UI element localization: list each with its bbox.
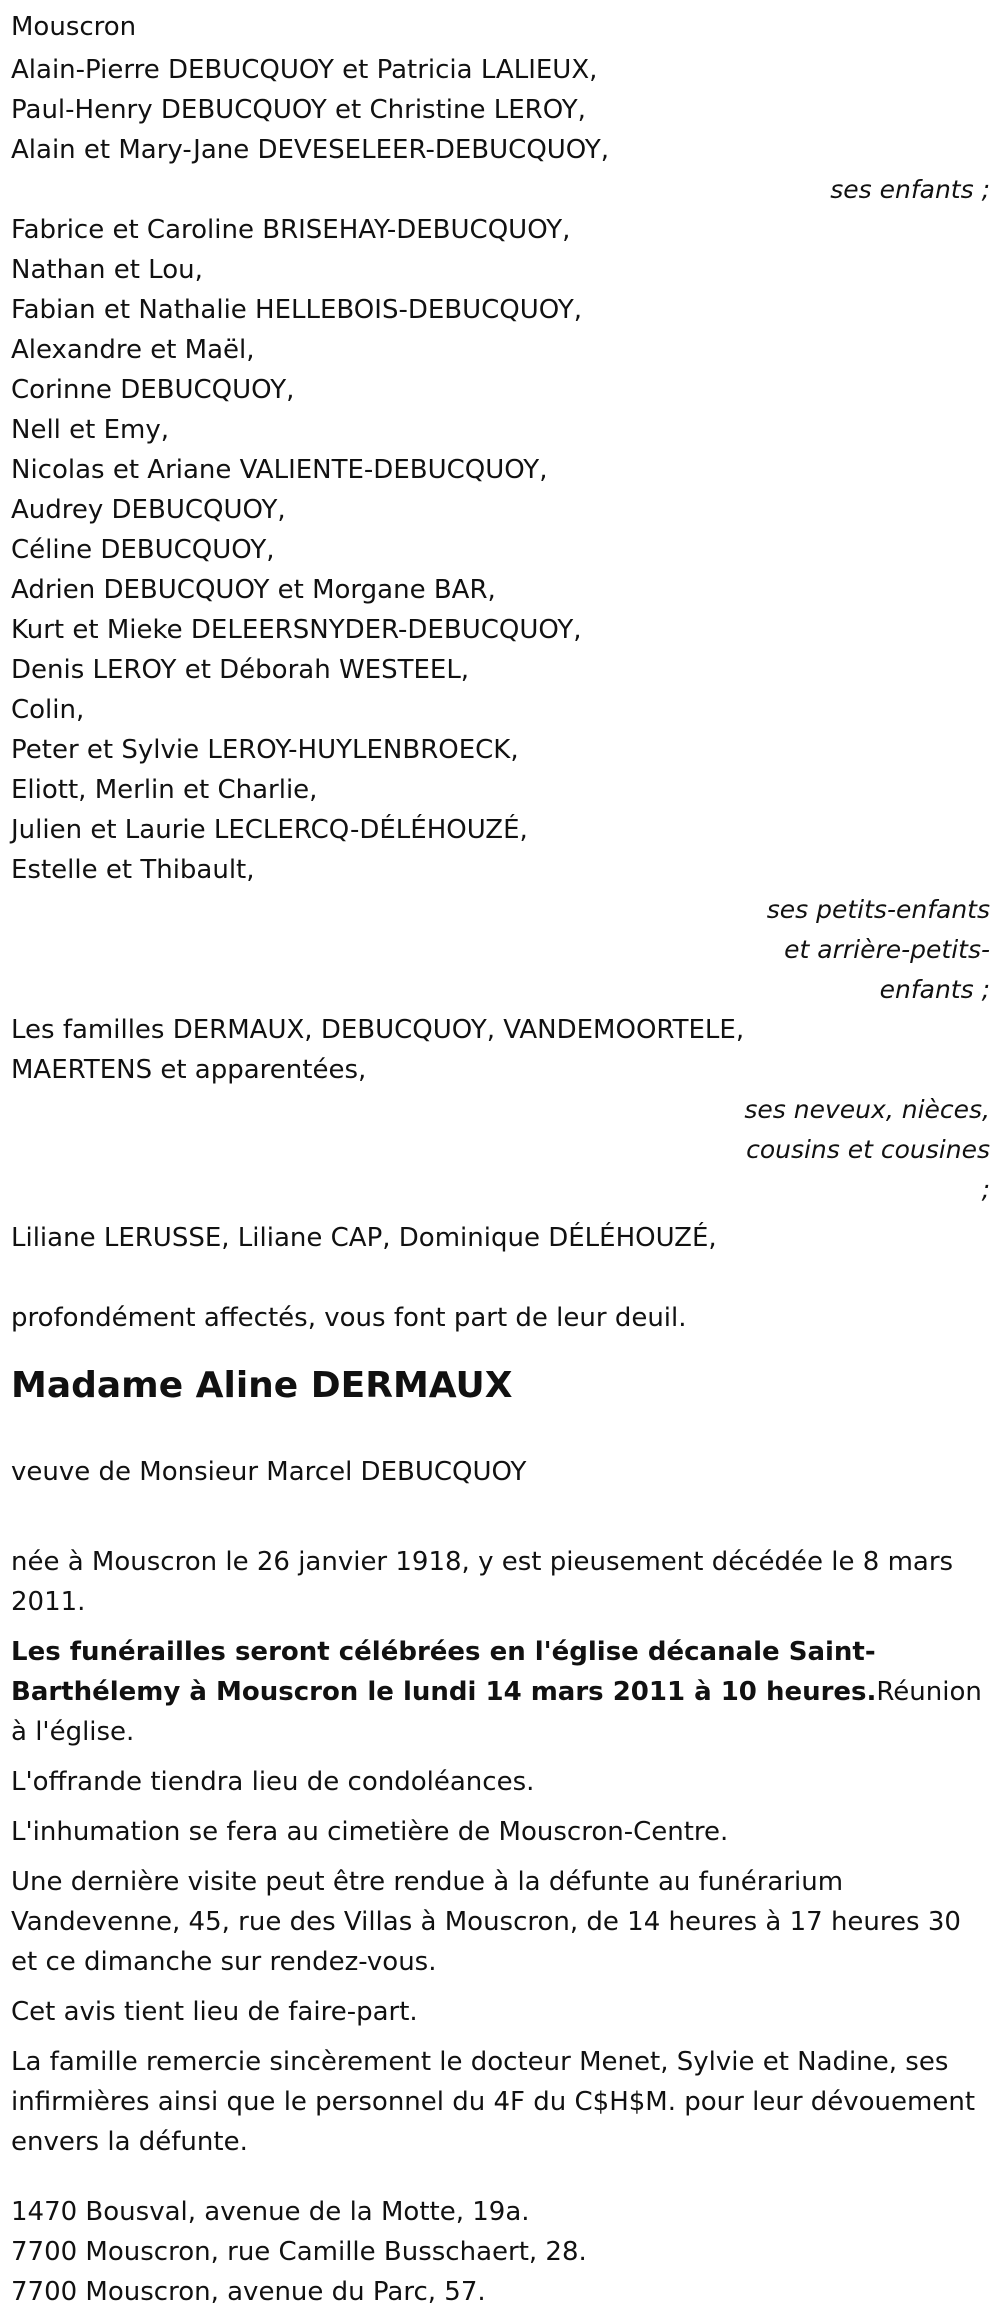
- widow-of: veuve de Monsieur Marcel DEBUCQUOY: [11, 1457, 527, 1487]
- list-item: Paul-Henry DEBUCQUOY et Christine LEROY,: [11, 95, 586, 125]
- thanks: La famille remercie sincèrement le docteur Menet, Sylvie et Nadine, ses infirmières ainsi que le personnel du 4F du C$H$M. pour leur dévouement envers la défunte.: [11, 2047, 976, 2157]
- addresses: [11, 2192, 990, 2312]
- children-role: ses enfants ;: [830, 175, 990, 204]
- birth-death: née à Mouscron le 26 janvier 1918, y est pieusement décédée le 8 mars 2011.: [11, 1547, 954, 1617]
- list-item: Adrien DEBUCQUOY et Morgane BAR,: [11, 575, 496, 605]
- families-list: [11, 1010, 990, 1090]
- list-item: Nathan et Lou,: [11, 255, 203, 285]
- funeral-highlight: Les funérailles seront célébrées en l'église décanale Saint-Barthélemy à Mouscron le lundi 14 mars 2011 à 10 heures.: [11, 1637, 877, 1707]
- list-item: Audrey DEBUCQUOY,: [11, 495, 286, 525]
- list-item: Corinne DEBUCQUOY,: [11, 375, 295, 405]
- list-item: Les familles DERMAUX, DEBUCQUOY, VANDEMOORTELE,: [11, 1015, 745, 1045]
- list-item: Céline DEBUCQUOY,: [11, 535, 275, 565]
- deceased-name: Madame Aline DERMAUX: [11, 1365, 513, 1406]
- list-item: Eliott, Merlin et Charlie,: [11, 775, 318, 805]
- funeral-info: [11, 1632, 990, 1752]
- address-line: 1470 Bousval, avenue de la Motte, 19a.: [11, 2197, 530, 2227]
- list-item: MAERTENS et apparentées,: [11, 1055, 367, 1085]
- children-list: [11, 50, 990, 170]
- address-line: 7700 Mouscron, avenue du Parc, 57.: [11, 2277, 486, 2307]
- list-item: Alain et Mary-Jane DEVESELEER-DEBUCQUOY,: [11, 135, 609, 165]
- list-item: Nell et Emy,: [11, 415, 170, 445]
- list-item: Alain-Pierre DEBUCQUOY et Patricia LALIEUX,: [11, 55, 598, 85]
- list-item: Denis LEROY et Déborah WESTEEL,: [11, 655, 470, 685]
- place-heading: Mouscron: [11, 12, 137, 42]
- list-item: Julien et Laurie LECLERCQ-DÉLÉHOUZÉ,: [11, 815, 528, 845]
- grandchildren-list: [11, 210, 990, 890]
- families-role: ses neveux, nièces, cousins et cousines ;: [744, 1095, 990, 1204]
- visit-info: Une dernière visite peut être rendue à la défunte au funérarium Vandevenne, 45, rue des Villas à Mouscron, de 14 heures à 17 heures 30 et ce dimanche sur rendez-vous.: [11, 1867, 961, 1977]
- list-item: Colin,: [11, 695, 85, 725]
- burial: L'inhumation se fera au cimetière de Mouscron-Centre.: [11, 1817, 729, 1847]
- address-line: 7700 Mouscron, rue Camille Busschaert, 28.: [11, 2237, 587, 2267]
- list-item: Fabrice et Caroline BRISEHAY-DEBUCQUOY,: [11, 215, 571, 245]
- offering: L'offrande tiendra lieu de condoléances.: [11, 1767, 535, 1797]
- list-item: Fabian et Nathalie HELLEBOIS-DEBUCQUOY,: [11, 295, 582, 325]
- notice: Cet avis tient lieu de faire-part.: [11, 1997, 418, 2027]
- list-item: Peter et Sylvie LEROY-HUYLENBROECK,: [11, 735, 519, 765]
- grandchildren-role: ses petits-enfants et arrière-petits- enfants ;: [766, 895, 990, 1004]
- list-item: Estelle et Thibault,: [11, 855, 255, 885]
- announcement-line: profondément affectés, vous font part de leur deuil.: [11, 1303, 687, 1333]
- list-item: Kurt et Mieke DELEERSNYDER-DEBUCQUOY,: [11, 615, 582, 645]
- list-item: Alexandre et Maël,: [11, 335, 255, 365]
- list-item: Nicolas et Ariane VALIENTE-DEBUCQUOY,: [11, 455, 548, 485]
- funeral-rest: Réunion à l'église.: [11, 1677, 982, 1747]
- friends-line: Liliane LERUSSE, Liliane CAP, Dominique DÉLÉHOUZÉ,: [11, 1223, 717, 1253]
